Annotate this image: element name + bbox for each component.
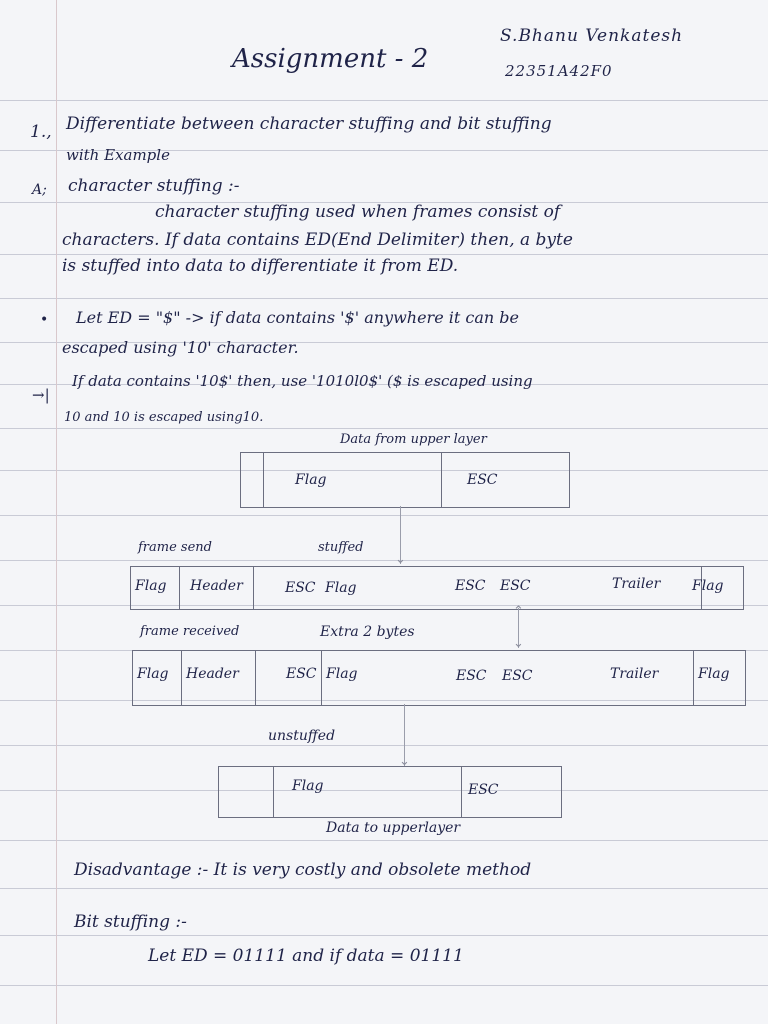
sent-cell-trailer: Trailer xyxy=(612,576,661,592)
question-line-2: with Example xyxy=(66,146,170,164)
section-heading-character-stuffing: character stuffing :- xyxy=(68,176,240,196)
bullet-dot: • xyxy=(40,312,49,328)
bottom-cell-flag: Flag xyxy=(292,778,324,794)
recv-cell-header: Header xyxy=(186,666,239,682)
sent-cell-esc-3: ESC xyxy=(500,578,531,594)
extra-bytes-arrow-up-icon: ⌃ xyxy=(513,604,524,619)
stuffed-label: stuffed xyxy=(318,540,364,555)
recv-cell-flag-3: Flag xyxy=(698,666,730,682)
paragraph-line-2: characters. If data contains ED(End Delimiter) then, a byte xyxy=(62,230,573,250)
top-cell-esc: ESC xyxy=(467,472,498,488)
bit-stuffing-line: Let ED = 01111 and if data = 01111 xyxy=(148,946,464,966)
sent-cell-flag-3: Flag xyxy=(692,578,724,594)
diagram-top-label: Data from upper layer xyxy=(340,432,487,447)
arrow-icon: →| xyxy=(32,386,50,404)
bullet-1-line-2: escaped using '10' character. xyxy=(62,338,299,357)
recv-cell-flag-2: Flag xyxy=(326,666,358,682)
disadvantage-text: Disadvantage :- It is very costly and obsolete method xyxy=(74,860,532,880)
sent-cell-flag-1: Flag xyxy=(135,578,167,594)
bottom-data-label: Data to upperlayer xyxy=(326,820,461,836)
recv-cell-esc-3: ESC xyxy=(502,668,533,684)
sent-cell-esc-1: ESC xyxy=(285,580,316,596)
author-name: S.Bhanu Venkatesh xyxy=(500,26,684,46)
sent-cell-header: Header xyxy=(190,578,243,594)
bullet-2-line-1: If data contains '10$' then, use '1010l0$' ($ is escaped using xyxy=(72,372,533,390)
sent-cell-esc-2: ESC xyxy=(455,578,486,594)
sent-cell-flag-2: Flag xyxy=(325,580,357,596)
recv-cell-esc-2: ESC xyxy=(456,668,487,684)
paragraph-line-3: is stuffed into data to differentiate it from ED. xyxy=(62,256,459,276)
paragraph-line-1: character stuffing used when frames consist of xyxy=(155,202,561,222)
extra-bytes-label: Extra 2 bytes xyxy=(320,624,415,640)
recv-cell-trailer: Trailer xyxy=(610,666,659,682)
bullet-1-line-1: Let ED = "$" -> if data contains '$' anywhere it can be xyxy=(76,308,519,327)
top-cell-flag: Flag xyxy=(295,472,327,488)
answer-marker: A; xyxy=(32,182,47,198)
recv-cell-flag-1: Flag xyxy=(137,666,169,682)
question-number: 1., xyxy=(30,122,52,142)
unstuffed-arrow-icon: ⌄ xyxy=(399,754,410,769)
unstuffed-label: unstuffed xyxy=(268,728,336,744)
page-title: Assignment - 2 xyxy=(232,44,429,74)
frame-send-label: frame send xyxy=(138,540,212,555)
extra-bytes-arrow-down-icon: ⌄ xyxy=(513,636,524,651)
bullet-2-line-2: 10 and 10 is escaped using10. xyxy=(64,410,264,425)
roll-number: 22351A42F0 xyxy=(505,62,613,80)
frame-received-label: frame received xyxy=(140,624,240,639)
top-frame-box xyxy=(240,452,570,508)
recv-cell-esc-1: ESC xyxy=(286,666,317,682)
bit-stuffing-heading: Bit stuffing :- xyxy=(74,912,187,932)
question-line-1: Differentiate between character stuffing and bit stuffing xyxy=(66,114,552,134)
stuffed-arrow-icon: ⌄ xyxy=(395,552,406,567)
bottom-frame-box xyxy=(218,766,562,818)
bottom-cell-esc: ESC xyxy=(468,782,499,798)
